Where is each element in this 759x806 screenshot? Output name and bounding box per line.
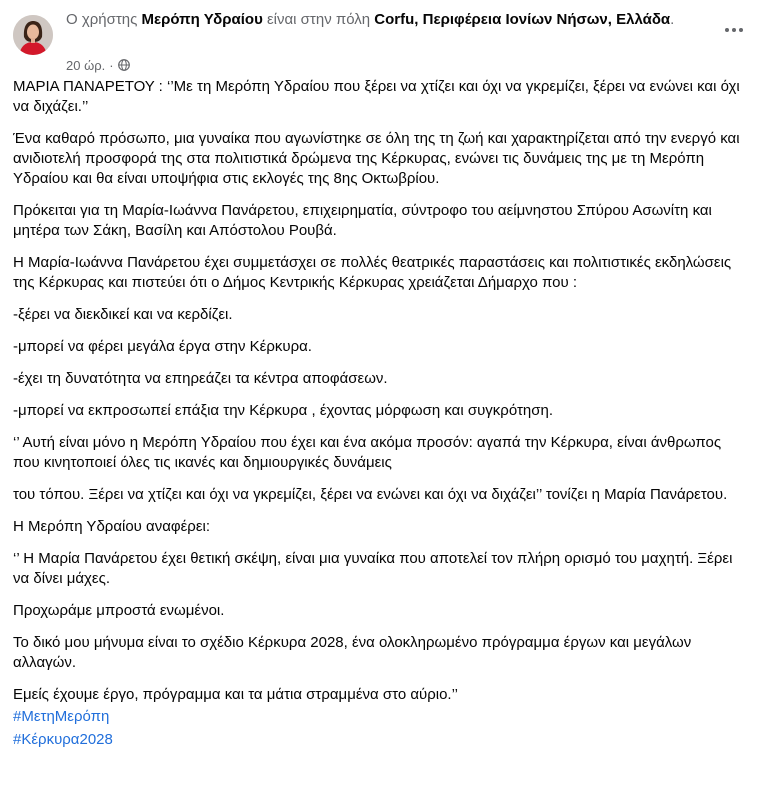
post-body [13,77,748,751]
meta-separator: · [109,57,114,73]
post-paragraph: Προχωράμε μπροστά ενωμένοι. [13,602,225,619]
author-avatar[interactable] [13,15,53,55]
post-paragraph: -έχει τη δυνατότητα να επηρεάζει τα κέντρα αποφάσεων. [13,370,388,387]
hashtag-link[interactable]: #ΜετηΜερόπη [13,708,110,725]
header-suffix: . [670,11,675,28]
author-name-link[interactable]: Μερόπη Υδραίου [141,11,263,28]
post-header-text [66,10,686,30]
post-paragraph: Η Μερόπη Υδραίου αναφέρει: [13,518,211,535]
globe-icon[interactable] [118,59,130,71]
post-paragraph: ‘’ Η Μαρία Πανάρετου έχει θετική σκέψη, είναι μια γυναίκα που αποτελεί τον πλήρη ορισμό του μαχητή. Ξέρει να δίνει μάχες. [13,550,733,587]
post-paragraph: Εμείς έχουμε έργο, πρόγραμμα και τα μάτια στραμμένα στο αύριο.’’ [13,686,458,703]
header-prefix: Ο χρήστης [66,11,138,28]
post-header [13,10,748,80]
post-paragraph: του τόπου. Ξέρει να χτίζει και όχι να γκρεμίζει, ξέρει να ενώνει και όχι να διχάζει’’ τονίζει η Μαρία Πανάρετου. [13,486,728,503]
post-paragraph: Το δικό μου μήνυμα είναι το σχέδιο Κέρκυρα 2028, ένα ολοκληρωμένο πρόγραμμα έργων και μεγάλων αλλαγών. [13,634,692,671]
more-horizontal-icon[interactable] [720,20,748,40]
post-paragraph: ΜΑΡΙΑ ΠΑΝΑΡΕΤΟΥ : ‘’Με τη Μερόπη Υδραίου που ξέρει να χτίζει και όχι να γκρεμίζει, ξέρει να ενώνει και όχι να διχάζει.’’ [13,78,740,115]
post-paragraph: Πρόκειται για τη Μαρία-Ιωάννα Πανάρετου, επιχειρηματία, σύντροφο του αείμνηστου Σπύρου Ασωνίτη και μητέρα των Σάκη, Βασίλη και Απόστολου Ρουβά. [13,202,712,239]
post-timestamp[interactable]: 20 ώρ. [66,57,106,73]
avatar-image [13,15,53,55]
hashtag-link[interactable]: #Κέρκυρα2028 [13,731,113,748]
post-paragraph: Ένα καθαρό πρόσωπο, μια γυναίκα που αγωνίστηκε σε όλη της τη ζωή και χαρακτηρίζεται από την ενεργό και ανιδιοτελή προσφορά της στα πολιτιστικά δρώμενα της Κέρκυρας, ενώνει τις δυνάμεις της με τη Μερόπη Υδραίου και θα είναι υποψήφια στις εκλογές της 8ης Οκτωβρίου. [13,130,740,187]
post-paragraph: -μπορεί να εκπροσωπεί επάξια την Κέρκυρα , έχοντας μόρφωση και συγκρότηση. [13,402,553,419]
post-paragraph: ‘’ Αυτή είναι μόνο η Μερόπη Υδραίου που έχει και ένα ακόμα προσόν: αγαπά την Κέρκυρα, είναι άνθρωπος που κινητοποιεί όλες τις ικανές και δημιουργικές δυνάμεις [13,434,722,471]
header-middle: είναι στην πόλη [266,11,371,28]
post-paragraph: -μπορεί να φέρει μεγάλα έργα στην Κέρκυρα. [13,338,312,355]
post-paragraph: -ξέρει να διεκδικεί και να κερδίζει. [13,306,233,323]
location-link[interactable]: Corfu, Περιφέρεια Ιονίων Νήσων, Ελλάδα [374,11,671,28]
post-paragraph: Η Μαρία-Ιωάννα Πανάρετου έχει συμμετάσχει σε πολλές θεατρικές παραστάσεις και πολιτιστικές εκδηλώσεις της Κέρκυρας και πιστεύει ότι ο Δήμος Κεντρικής Κέρκυρας χρειάζεται Δήμαρχο που : [13,254,732,291]
post-meta [66,57,130,73]
